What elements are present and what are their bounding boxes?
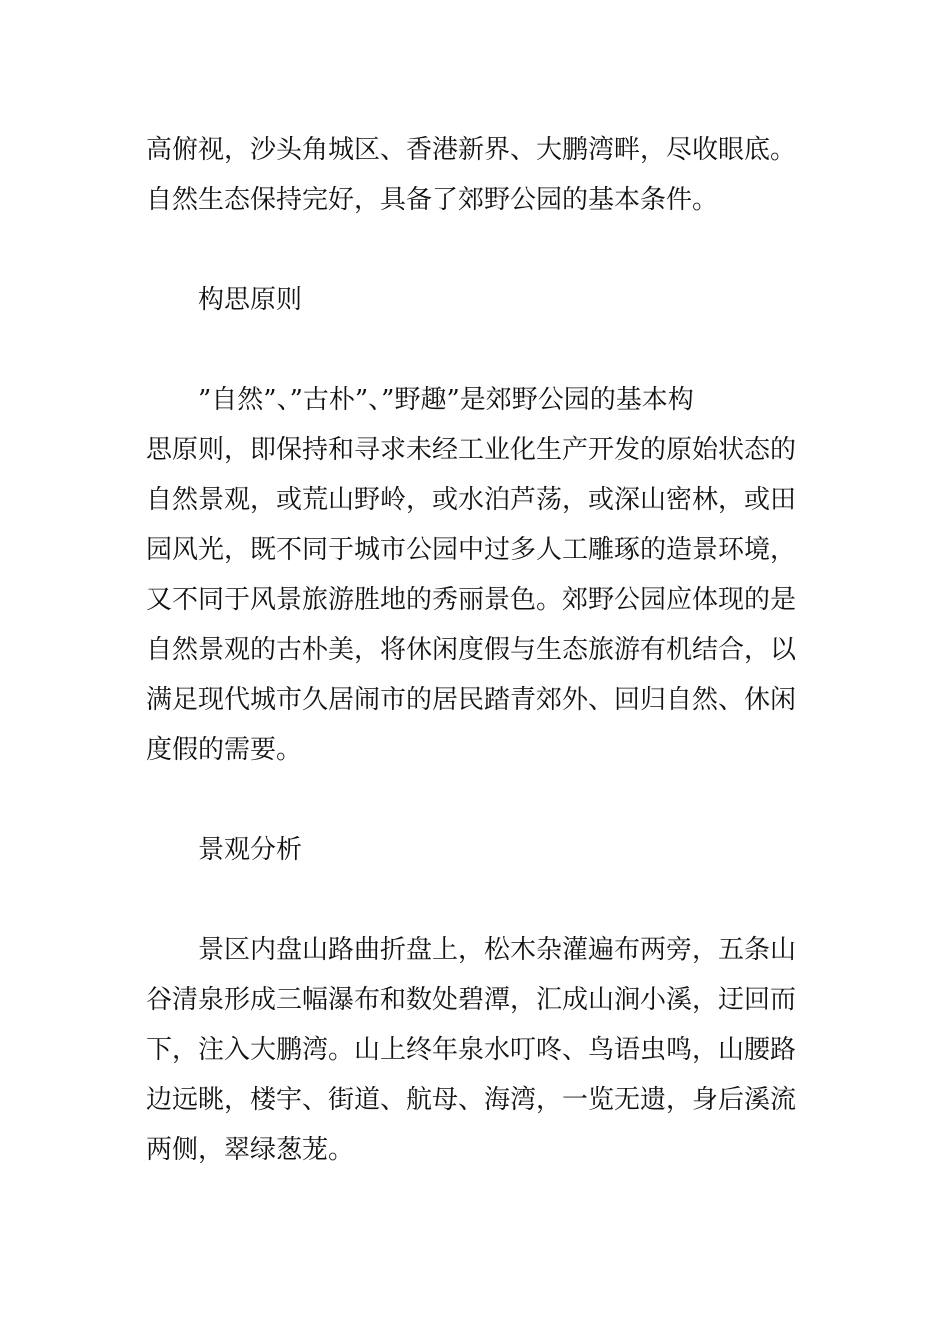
section-heading-design-principles: 构思原则 xyxy=(198,285,303,315)
paragraph-line: 下，注入大鹏湾。山上终年泉水叮咚、鸟语虫鸣，山腰路 xyxy=(146,1035,797,1065)
paragraph-line: 谷清泉形成三幅瀑布和数处碧潭，汇成山涧小溪，迂回而 xyxy=(146,985,797,1015)
paragraph-line: 边远眺，楼宇、街道、航母、海湾，一览无遗，身后溪流 xyxy=(146,1085,797,1115)
paragraph-line: ”自然”、”古朴”、”野趣”是郊野公园的基本构 xyxy=(198,385,694,415)
paragraph-line: 又不同于风景旅游胜地的秀丽景色。郊野公园应体现的是 xyxy=(146,585,797,615)
paragraph-line: 高俯视，沙头角城区、香港新界、大鹏湾畔，尽收眼底。 xyxy=(146,135,797,165)
paragraph-line: 自然景观，或荒山野岭，或水泊芦荡，或深山密林，或田 xyxy=(146,485,797,515)
paragraph-line: 自然景观的古朴美，将休闲度假与生态旅游有机结合，以 xyxy=(146,635,797,665)
paragraph-line: 景区内盘山路曲折盘上，松木杂灌遍布两旁，五条山 xyxy=(198,935,797,965)
paragraph-line: 园风光，既不同于城市公园中过多人工雕琢的造景环境， xyxy=(146,535,797,565)
paragraph-line: 自然生态保持完好，具备了郊野公园的基本条件。 xyxy=(146,185,719,215)
section-heading-landscape-analysis: 景观分析 xyxy=(198,835,303,865)
paragraph-line: 思原则，即保持和寻求未经工业化生产开发的原始状态的 xyxy=(146,435,797,465)
paragraph-line: 满足现代城市久居闹市的居民踏青郊外、回归自然、休闲 xyxy=(146,685,797,715)
paragraph-line: 度假的需要。 xyxy=(146,735,303,765)
paragraph-line: 两侧，翠绿葱茏。 xyxy=(146,1135,355,1165)
